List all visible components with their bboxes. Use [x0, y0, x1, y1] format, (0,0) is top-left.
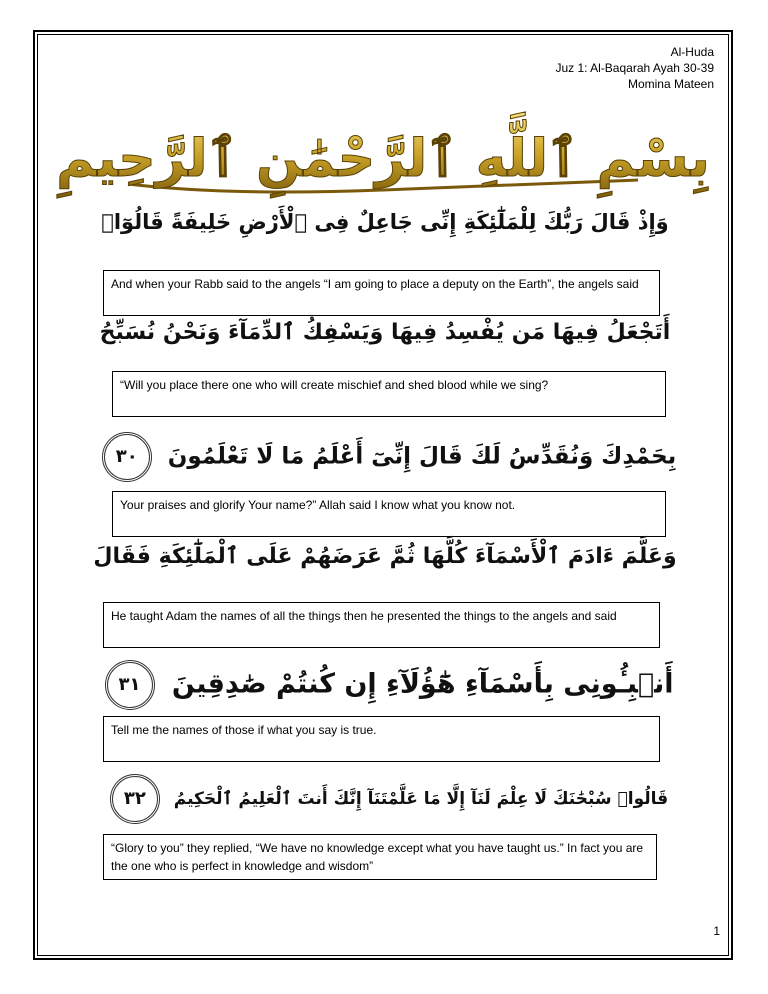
- ayah-line-5: [90, 660, 680, 710]
- translation-text: “Will you place there one who will create mischief and shed blood while we sing?: [120, 378, 549, 392]
- ayah-text: أَتَجْعَلُ فِيهَا مَن يُفْسِدُ فِيهَا وَيَسْفِكُ ٱلدِّمَآءَ وَنَحْنُ نُسَبِّحُ: [99, 320, 671, 345]
- ayah-line-6: [90, 774, 680, 824]
- ayah-line-4: [90, 544, 680, 569]
- translation-text: And when your Rabb said to the angels “I am going to place a deputy on the Earth”, the angels said: [111, 277, 639, 291]
- header-author: Momina Mateen: [627, 77, 714, 91]
- translation-box-2: [112, 371, 666, 417]
- bismillah-text: بِسْمِ ٱللَّهِ ٱلرَّحْمَٰنِ ٱلرَّحِيمِ: [56, 129, 710, 189]
- ayah-line-2: [90, 320, 680, 345]
- translation-box-6: [103, 834, 657, 880]
- ayah-number-marker: ٣١: [105, 660, 155, 710]
- translation-text: Tell me the names of those if what you say is true.: [111, 723, 377, 737]
- header-subtitle: Juz 1: Al-Baqarah Ayah 30-39: [555, 61, 714, 75]
- translation-text: Your praises and glorify Your name?” Allah said I know what you know not.: [120, 498, 516, 512]
- translation-box-4: [103, 602, 660, 648]
- translation-text: He taught Adam the names of all the things then he presented the things to the angels and said: [111, 609, 617, 623]
- ayah-line-1: [90, 210, 680, 234]
- translation-box-3: [112, 491, 666, 537]
- page-header: [555, 44, 714, 92]
- ayah-text: وَإِذْ قَالَ رَبُّكَ لِلْمَلَٰٓئِكَةِ إِنِّى جَاعِلٌ فِى ٱلْأَرْضِ خَلِيفَةً قَالُوٓا۟: [101, 210, 669, 234]
- ayah-text: بِحَمْدِكَ وَنُقَدِّسُ لَكَ قَالَ إِنِّىٓ أَعْلَمُ مَا لَا تَعْلَمُونَ: [167, 443, 677, 470]
- ayah-line-3: [90, 432, 680, 482]
- ayah-text: وَعَلَّمَ ءَادَمَ ٱلْأَسْمَآءَ كُلَّهَا ثُمَّ عَرَضَهُمْ عَلَى ٱلْمَلَٰٓئِكَةِ فَقَالَ: [93, 544, 677, 569]
- ayah-text: أَنۢبِـُٔونِى بِأَسْمَآءِ هَٰٓؤُلَآءِ إِن كُنتُمْ صَٰدِقِينَ: [171, 668, 674, 700]
- header-title: Al-Huda: [670, 45, 714, 59]
- bismillah-calligraphy: [56, 114, 710, 204]
- page-number: 1: [713, 924, 720, 938]
- bismillah-image: [56, 114, 710, 204]
- ayah-text: قَالُوا۟ سُبْحَٰنَكَ لَا عِلْمَ لَنَآ إِلَّا مَا عَلَّمْتَنَآ إِنَّكَ أَنتَ ٱلْعَلِيمُ ٱلْحَكِيمُ: [173, 789, 669, 809]
- ayah-number-marker: ٣٠: [102, 432, 152, 482]
- translation-text: “Glory to you” they replied, “We have no knowledge except what you have taught us.” In fact you are the one who is perfect in knowledge and wisdom”: [111, 841, 644, 873]
- translation-box-1: [103, 270, 660, 316]
- translation-box-5: [103, 716, 660, 762]
- ayah-number-marker: ٣٢: [110, 774, 160, 824]
